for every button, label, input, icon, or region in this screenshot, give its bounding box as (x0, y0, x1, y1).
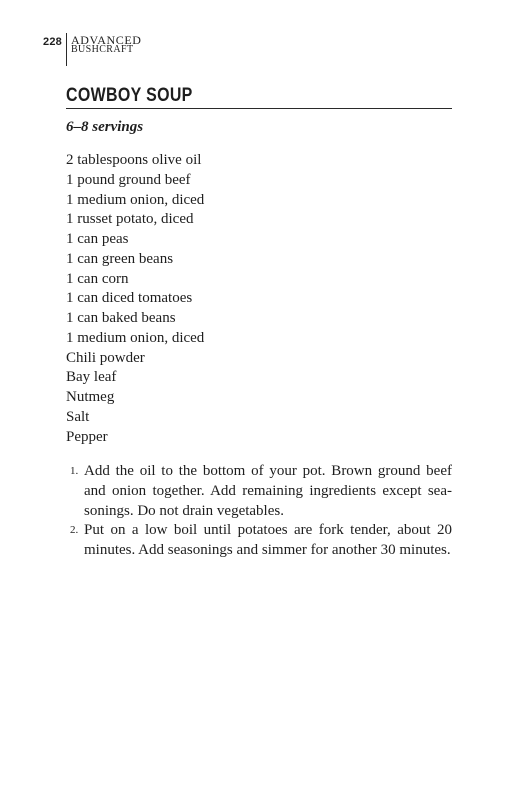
servings: 6–8 servings (66, 119, 144, 135)
ingredient-item: 1 medium onion, diced (66, 329, 205, 346)
ingredient-item: Nutmeg (66, 389, 115, 405)
step-number: 2. (70, 524, 79, 537)
ingredient-item: 1 can green beans (66, 250, 174, 267)
ingredient-item: 1 can baked beans (66, 310, 176, 326)
book-title-line2: BUSHCRAFT (70, 44, 134, 55)
ingredient-item: 1 can corn (66, 270, 129, 287)
instruction-step (66, 521, 452, 561)
ingredient-item: 1 can peas (66, 231, 129, 247)
page-number: 228 (43, 36, 62, 48)
instruction-step (66, 462, 452, 521)
title-rule (66, 108, 452, 109)
ingredient-list (66, 151, 204, 447)
instruction-steps (66, 462, 452, 561)
ingredient-item: Salt (66, 408, 90, 425)
book-title (67, 33, 142, 55)
recipe-title: COWBOY SOUP (66, 85, 193, 106)
step-text: Add the oil to the bottom of your pot. Brown ground beef and onion together. Add remaining ingredients except seasonings. Do not drain vegetables. (84, 463, 452, 519)
step-number: 1. (70, 465, 79, 477)
running-head (43, 33, 142, 69)
ingredient-item: Bay leaf (66, 369, 117, 386)
step-text: Put on a low boil until potatoes are fork tender, about 20 minutes. Add seasonings and simmer for another 30 minutes. (84, 522, 452, 559)
ingredient-item: 1 pound ground beef (66, 171, 191, 188)
book-title-line1: ADVANCED (70, 33, 142, 47)
ingredient-item: Pepper (66, 428, 108, 445)
ingredient-item: Chili powder (66, 349, 145, 366)
ingredient-item: 2 tablespoons olive oil (66, 152, 202, 168)
ingredient-item: 1 russet potato, diced (66, 211, 194, 228)
ingredient-item: 1 can diced tomatoes (66, 290, 193, 307)
ingredient-item: 1 medium onion, diced (66, 191, 205, 208)
